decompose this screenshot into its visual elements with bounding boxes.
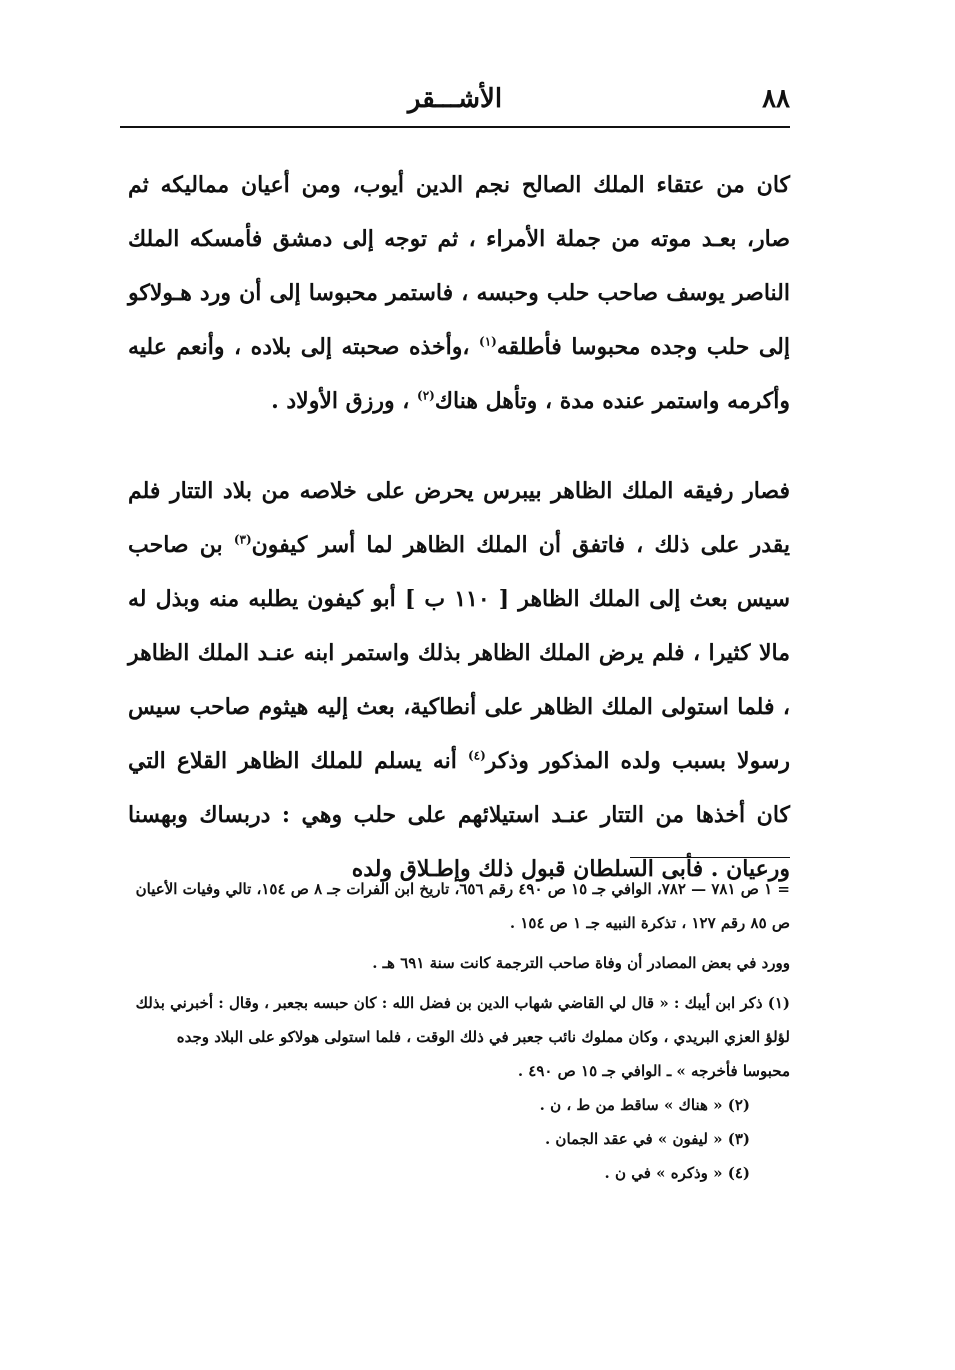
footnote-divider: [630, 857, 790, 858]
paragraph-2-text-3: أنه يسلم للملك الظاهر القلاع التي كان أخذها من التتار عنـد استيلائهم على حلب وهي : دربساك وبهسنا ورعيان . فأبى السلطان قبول ذلك وإطـلاق ولده: [128, 748, 790, 882]
footnote-1: (١) ذكر ابن أيبك : « قال لي القاضي شهاب الدين بن فضل الله : كان حبسه بجعبر ، وقال : أخبرني بذلك لؤلؤ العزي البريدي ، وكان مملوك نائب جعبر في ذلك الوقت ، فلما استولى هولاكو على البلاد وجده محبوسا فأخرجه » ـ الوافي جـ ١٥ ص ٤٩٠ .: [135, 994, 790, 1080]
paragraph-1-text-2: ،وأخذه صحبته إلى بلاده ، وأنعم عليه وأكرمه واستمر عنده مدة ، وتأهل هناك: [128, 334, 790, 414]
page-number: ٨٨: [762, 84, 790, 114]
footnote-ref-1: (١): [479, 334, 497, 349]
footnote-3: (٣) « ليفون » في عقد الجمان .: [544, 1130, 750, 1148]
footnote-continued-1: = ١ ص ٧٨١ — ٧٨٢، الوافي جـ ١٥ ص ٤٩٠ رقم ٦٥٦، تاريخ ابن الفرات جـ ٨ ص ١٥٤، تالي وفيات الأعيان ص ٨٥ رقم ١٢٧ ، تذكرة النبيه جـ ١ ص ١٥٤ .: [135, 880, 790, 932]
paragraph-2-text-2: بن صاحب سيس بعث إلى الملك الظاهر [ ١١٠ ب ] أبو كيفون يطلبه منه وبذل له مالا كثيرا ، فلم يرض الملك الظاهر بذلك واستمر ابنه عنـد الملك الظاهر ، فلما استولى الملك الظاهر على أنطاكية، بعث إليه هيثوم صاحب سيس رسولا بسبب ولده المذكور وذكر: [128, 532, 791, 774]
paragraph-2: [128, 464, 790, 896]
footnote-ref-4: (٤): [467, 748, 486, 763]
footnote-ref-2: (٢): [417, 388, 435, 403]
paragraph-1-text-3: ، ورزق الأولاد .: [271, 388, 418, 414]
page-header: [120, 82, 790, 128]
footnote-2: (٢) « هناك » ساقط من ط ، ن .: [539, 1096, 750, 1114]
footnote-continued-2: وورد في بعض المصادر أن وفاة صاحب الترجمة كانت سنة ٦٩١ هـ .: [372, 954, 790, 972]
paragraph-1: [128, 158, 790, 428]
footnotes: [128, 872, 790, 1190]
main-text: [128, 158, 790, 896]
footnote-4: (٤) « وذكره » في ن .: [604, 1164, 750, 1182]
paragraph-2-text: فصار رفيقه الملك الظاهر بيبرس يحرض على خلاصه من بلاد التتار فلم يقدر على ذلك ، فاتفق أن الملك الظاهر لما أسر كيفون: [128, 478, 790, 558]
footnote-ref-3: (٣): [233, 532, 252, 547]
paragraph-1-text: كان من عتقاء الملك الصالح نجم الدين أيوب، ومن أعيان مماليكه ثم صار، بعـد موته من جملة الأمراء ، ثم توجه إلى دمشق فأمسكه الملك الناصر يوسف صاحب حلب وحبسه ، فاستمر محبوسا إلى أن ورد هـولاكو إلى حلب وجده محبوسا فأطلقه: [128, 172, 790, 360]
running-title: الأشـــقر: [407, 84, 503, 114]
